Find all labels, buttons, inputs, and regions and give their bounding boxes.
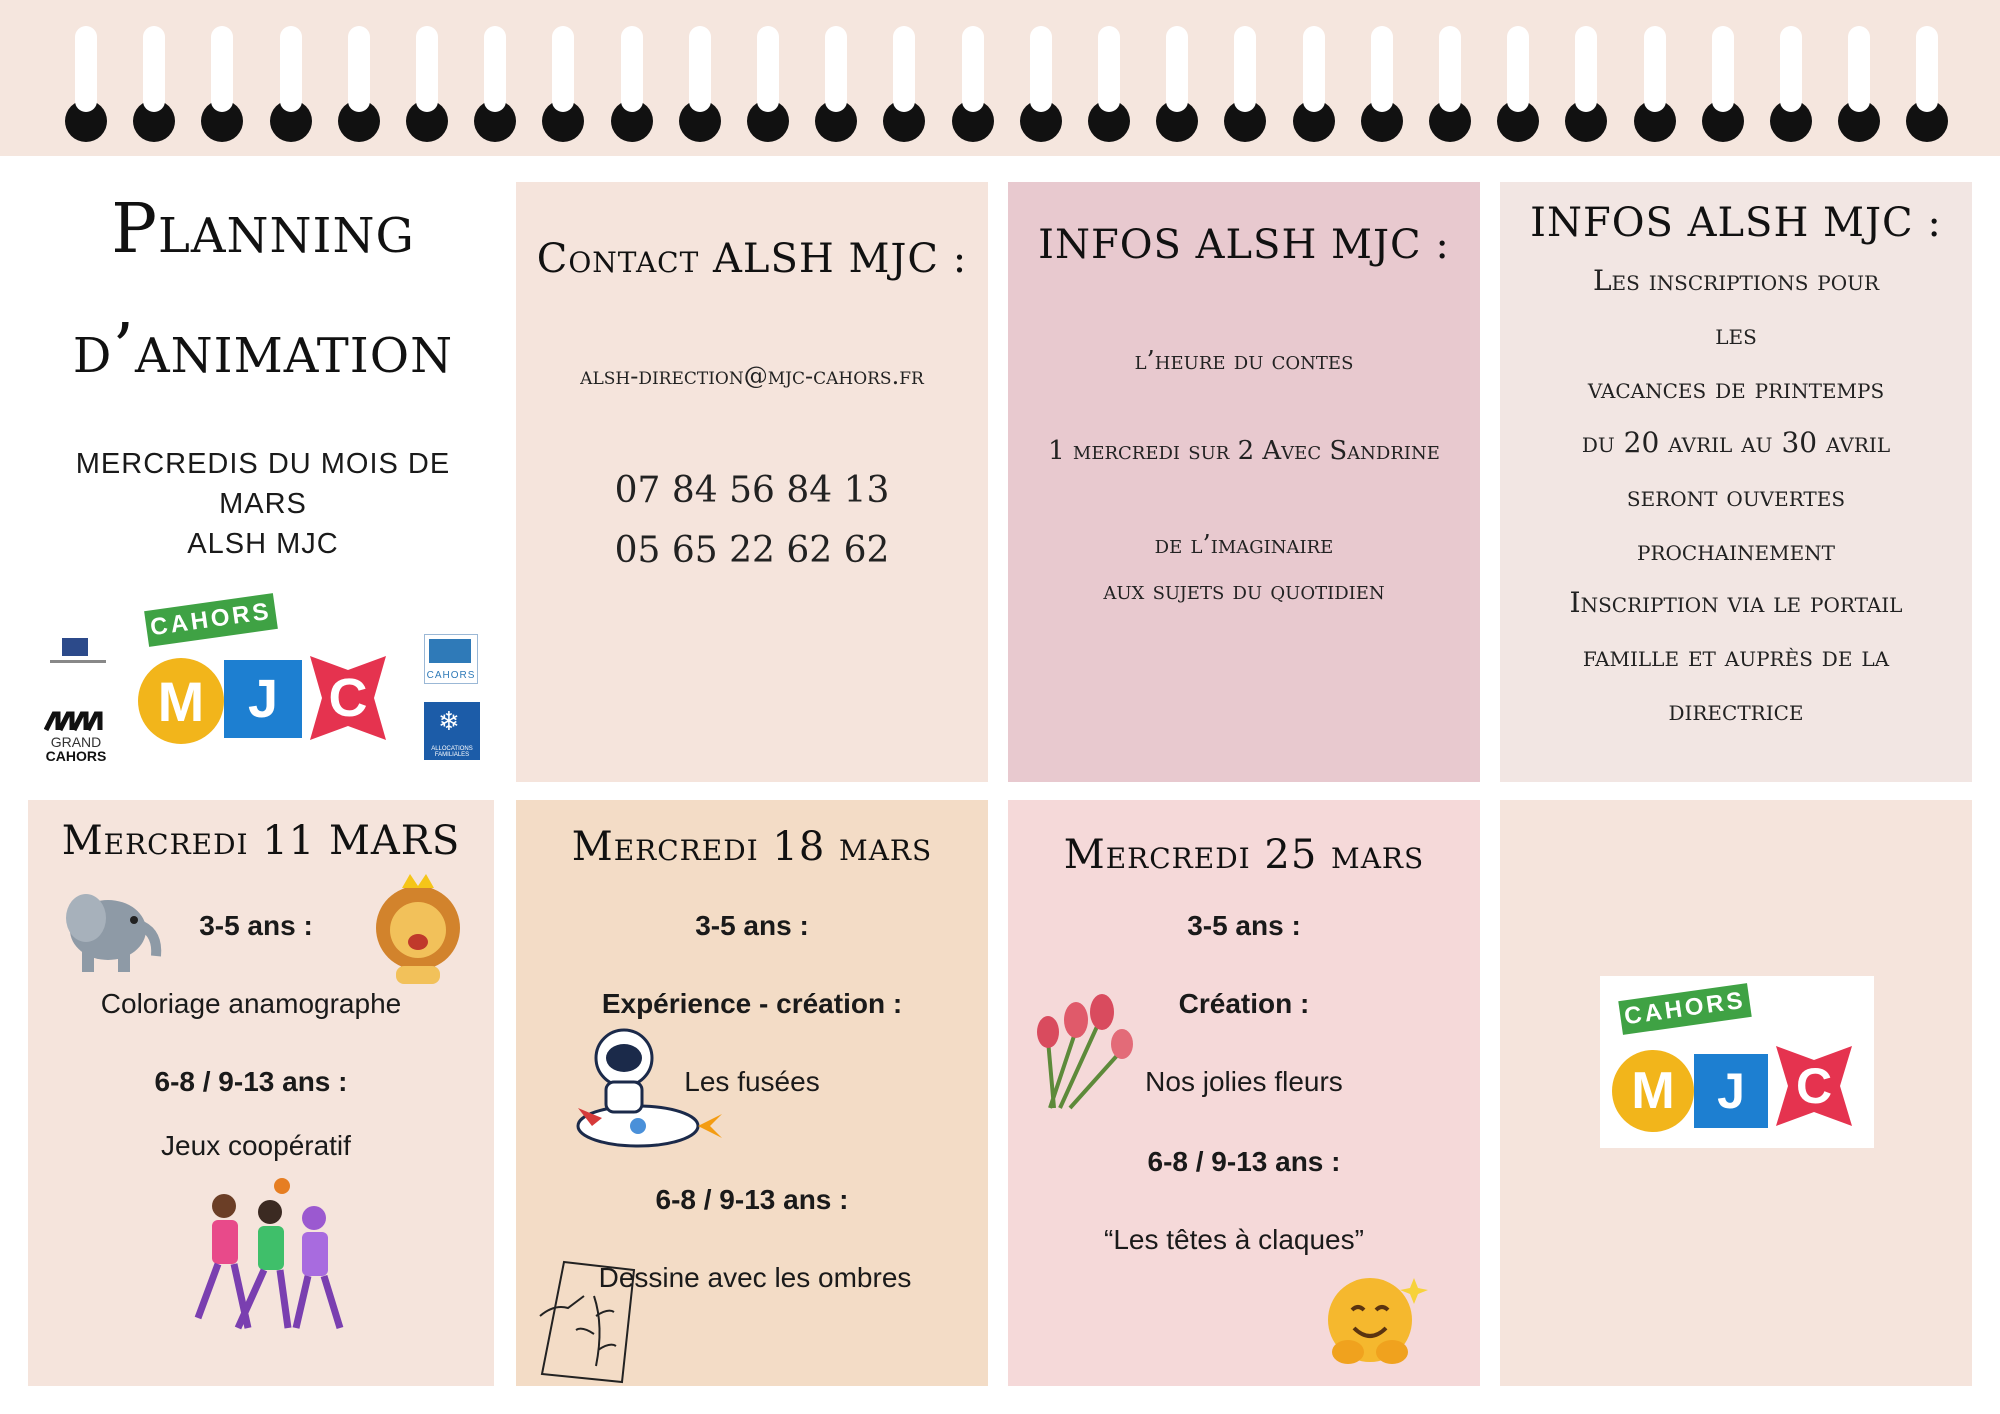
- contact-email[interactable]: alsh-direction@mjc-cahors.fr: [580, 362, 924, 390]
- contact-card: [516, 182, 988, 782]
- day-title: Mercredi 11 MARS: [61, 818, 461, 864]
- spiral-ring: [825, 26, 847, 112]
- subtitle-line: ALSH MJC: [187, 528, 339, 560]
- age-group: 6-8 / 9-13 ans :: [1147, 1146, 1341, 1177]
- infos-line: aux sujets du quotidien: [1103, 576, 1385, 606]
- spiral-ring: [280, 26, 302, 112]
- inscription-line: du 20 avril au 30 avril: [1581, 426, 1891, 459]
- activity-heading: Expérience - création :: [601, 988, 903, 1019]
- age-group: 3-5 ans :: [695, 910, 809, 941]
- grand-cahors-logo: [36, 710, 116, 766]
- mjc-letter-c: C: [328, 668, 368, 728]
- age-group: 6-8 / 9-13 ans :: [154, 1066, 348, 1097]
- spiral-ring: [143, 26, 165, 112]
- spiral-ring: [1644, 26, 1666, 112]
- day-title: Mercredi 25 mars: [1063, 832, 1425, 878]
- inscription-line: prochainement: [1636, 534, 1836, 567]
- mjc-letter-c-wrap: [1768, 1038, 1860, 1134]
- activity: Nos jolies fleurs: [1145, 1066, 1343, 1097]
- day-title: Mercredi 18 mars: [571, 824, 933, 870]
- activity: Dessine avec les ombres: [598, 1262, 912, 1293]
- spiral-ring: [552, 26, 574, 112]
- spiral-ring: [621, 26, 643, 112]
- age-group: 3-5 ans :: [1187, 910, 1301, 941]
- spiral-ring: [211, 26, 233, 112]
- spiral-ring: [1234, 26, 1256, 112]
- activity-heading: Création :: [1178, 988, 1310, 1019]
- grand-cahors-label: CAHORS: [45, 748, 107, 764]
- lion-icon: [366, 870, 476, 990]
- page-title-line2: d’animation: [72, 310, 454, 389]
- caisse-sociale-logo: [46, 636, 110, 670]
- inscription-line: vacances de printemps: [1587, 372, 1885, 405]
- day-card-25-mars: [1008, 800, 1480, 1386]
- activity: “Les têtes à claques”: [1104, 1224, 1364, 1255]
- infos-inscriptions-card: [1500, 182, 1972, 782]
- spiral-ring: [1507, 26, 1529, 112]
- infos-title: INFOS ALSH MJC :: [1038, 222, 1450, 268]
- mjc-letter-m: M: [138, 658, 224, 744]
- contact-title: Contact ALSH MJC :: [536, 236, 968, 282]
- spiral-ring: [1371, 26, 1393, 112]
- cahors-tag: CAHORS: [144, 593, 278, 647]
- activity: Coloriage anamographe: [100, 988, 402, 1019]
- infos-line: de l’imaginaire: [1154, 530, 1334, 560]
- spiral-ring: [689, 26, 711, 112]
- basketball-players-icon: [178, 1178, 358, 1338]
- infos-title: INFOS ALSH MJC :: [1530, 200, 1942, 246]
- contact-phone-1[interactable]: 07 84 56 84 13: [614, 470, 890, 511]
- spiral-ring: [348, 26, 370, 112]
- inscription-line: Les inscriptions pour: [1592, 264, 1880, 297]
- spiral-ring: [1098, 26, 1120, 112]
- spiral-ring: [1303, 26, 1325, 112]
- spiral-ring: [1780, 26, 1802, 112]
- mjc-letter-c: C: [1795, 1058, 1833, 1114]
- age-group: 3-5 ans :: [199, 910, 313, 941]
- spiral-ring: [1439, 26, 1461, 112]
- inscription-line: directrice: [1668, 694, 1804, 727]
- mjc-cahors-logo-large: [1600, 976, 1874, 1148]
- mjc-letter-m: M: [1612, 1050, 1694, 1132]
- spiral-ring: [1166, 26, 1188, 112]
- infos-conte-card: [1008, 182, 1480, 782]
- spiral-ring: [484, 26, 506, 112]
- elephant-icon: [56, 878, 168, 978]
- mjc-letter-c-wrap: [300, 648, 396, 748]
- spiral-ring: [1916, 26, 1938, 112]
- spiral-binding-band: [0, 0, 2000, 156]
- mjc-cahors-logo: [138, 596, 390, 756]
- hugging-face-icon: [1318, 1268, 1428, 1378]
- subtitle-line: MERCREDIS DU MOIS DE: [75, 448, 451, 480]
- infos-line: 1 mercredi sur 2 Avec Sandrine: [1048, 436, 1440, 466]
- mjc-letter-j: J: [1694, 1054, 1768, 1128]
- spiral-ring: [1575, 26, 1597, 112]
- spiral-ring: [1848, 26, 1870, 112]
- age-group: 6-8 / 9-13 ans :: [655, 1184, 849, 1215]
- mjc-letter-j: J: [224, 660, 302, 738]
- activity: Jeux coopératif: [161, 1130, 351, 1161]
- inscription-line: famille et auprès de la: [1582, 640, 1890, 673]
- caf-logo: ❄ ALLOCATIONS FAMILIALES: [424, 702, 480, 760]
- grand-label: GRAND: [50, 734, 102, 750]
- spiral-ring: [75, 26, 97, 112]
- spiral-ring: [416, 26, 438, 112]
- ville-cahors-logo: [424, 634, 478, 684]
- spiral-ring: [757, 26, 779, 112]
- ville-label: CAHORS: [426, 670, 476, 681]
- spiral-ring: [1030, 26, 1052, 112]
- astronaut-rocket-icon: [572, 1022, 722, 1162]
- activity: Les fusées: [684, 1066, 820, 1097]
- inscription-line: les: [1715, 318, 1757, 351]
- subtitle-line: MARS: [219, 488, 307, 520]
- page-title-line1: Planning: [111, 190, 415, 269]
- tulips-icon: [1030, 990, 1140, 1110]
- spiral-ring: [893, 26, 915, 112]
- inscription-line: Inscription via le portail: [1569, 586, 1903, 619]
- contact-phone-2[interactable]: 05 65 22 62 62: [614, 530, 890, 571]
- spiral-ring: [962, 26, 984, 112]
- day-card-11-mars: [28, 800, 494, 1386]
- caf-label: ALLOCATIONS FAMILIALES: [431, 746, 473, 758]
- infos-line: l’heure du contes: [1134, 346, 1354, 376]
- inscription-line: seront ouvertes: [1626, 480, 1846, 513]
- spiral-ring: [1712, 26, 1734, 112]
- day-card-18-mars: [516, 800, 988, 1386]
- mjc-logo-card: [1500, 800, 1972, 1386]
- cahors-tag: CAHORS: [1618, 983, 1751, 1035]
- drawing-hand-icon: [534, 1256, 644, 1386]
